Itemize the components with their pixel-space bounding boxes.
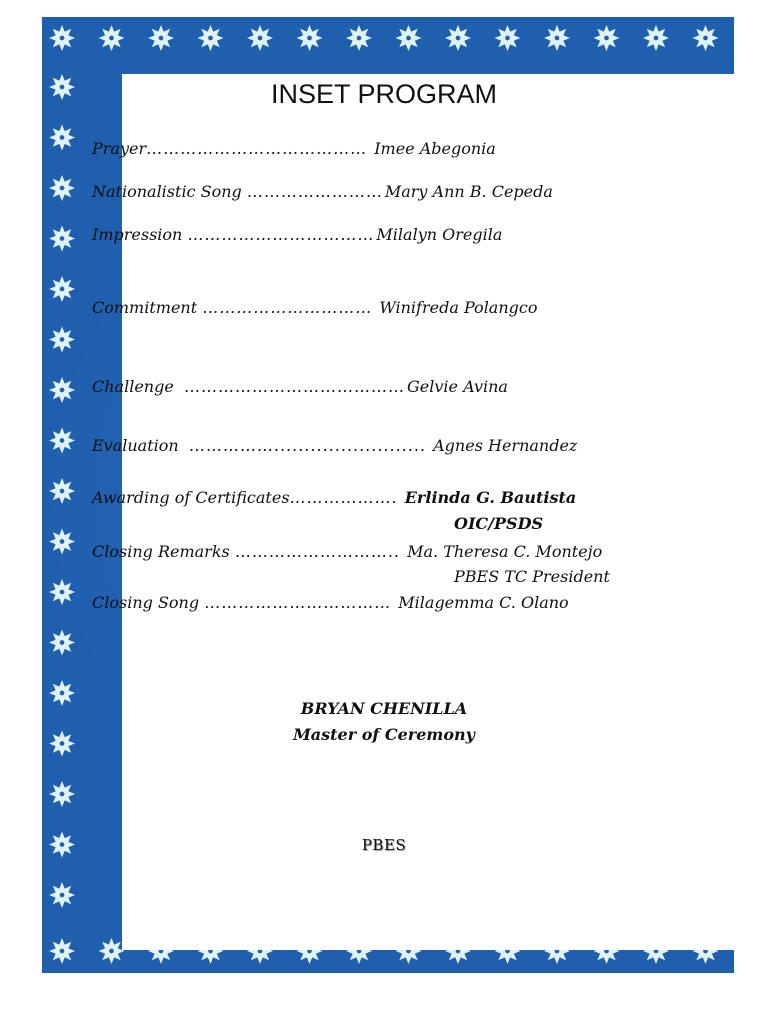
leader-dots: …………………………… — [187, 225, 375, 244]
program-role: Prayer — [92, 139, 147, 158]
snowflake-icon — [297, 25, 323, 51]
leader-dots: …………………………… — [204, 593, 392, 612]
program-role: Commitment — [92, 298, 198, 317]
program-person-title: PBES TC President — [454, 567, 610, 586]
leader-dots: ………………………………… — [146, 139, 368, 158]
snowflake-icon — [49, 327, 75, 353]
leader-dots: ………………………………… — [183, 377, 405, 396]
program-row-closing-remarks — [92, 542, 602, 561]
program-person: Imee Abegonia — [374, 139, 496, 158]
program-row-closing-song — [92, 593, 569, 612]
snowflake-icon — [643, 25, 669, 51]
program-role: Challenge — [92, 377, 174, 396]
leader-dots: ………………………… — [202, 298, 373, 317]
organization-name: PBES — [361, 836, 407, 854]
snowflake-icon — [346, 25, 372, 51]
snowflake-icon — [49, 478, 75, 504]
program-person: Milagemma C. Olano — [398, 593, 569, 612]
snowflake-icon — [49, 226, 75, 252]
snowflake-icon — [49, 175, 75, 201]
snowflake-icon — [49, 276, 75, 302]
program-role: Impression — [92, 225, 183, 244]
program-person: Ma. Theresa C. Montejo — [407, 542, 603, 561]
program-person: Winifreda Polangco — [379, 298, 538, 317]
snowflake-icon — [148, 25, 174, 51]
snowflake-icon — [49, 882, 75, 908]
program-row-commitment — [92, 298, 537, 317]
snowflake-icon — [49, 125, 75, 151]
snowflake-icon — [99, 938, 125, 964]
program-person: Gelvie Avina — [406, 377, 508, 396]
program-role: Awarding of Certificates — [92, 488, 290, 507]
program-role: Evaluation — [92, 436, 179, 455]
program-row-challenge — [92, 377, 508, 396]
mc-name: BRYAN CHENILLA — [300, 699, 468, 718]
program-person: Erlinda G. Bautista — [404, 488, 577, 507]
program-person-title: OIC/PSDS — [454, 514, 544, 533]
program-row-impression — [92, 225, 502, 244]
program-row-nationalistic-song — [92, 182, 553, 201]
snowflake-icon — [594, 25, 620, 51]
snowflake-icon — [49, 579, 75, 605]
leader-dots: ………………. — [289, 488, 398, 507]
leader-dots: ……………......................... — [188, 436, 427, 455]
page-title: INSET PROGRAM — [270, 79, 498, 109]
snowflake-icon — [49, 938, 75, 964]
program-row-awarding — [92, 488, 576, 507]
page-panel — [122, 74, 739, 950]
snowflake-icon — [49, 630, 75, 656]
mc-role: Master of Ceremony — [293, 725, 475, 744]
program-role: Nationalistic Song — [92, 182, 242, 201]
program-person: Agnes Hernandez — [433, 436, 578, 455]
snowflake-icon — [198, 25, 224, 51]
program-person: Milalyn Oregila — [376, 225, 503, 244]
snowflake-icon — [49, 781, 75, 807]
snowflake-icon — [445, 25, 471, 51]
snowflake-icon — [495, 25, 521, 51]
snowflake-icon — [49, 529, 75, 555]
snowflake-icon — [544, 25, 570, 51]
snowflake-icon — [247, 25, 273, 51]
program-row-evaluation — [92, 436, 577, 455]
snowflake-icon — [49, 428, 75, 454]
snowflake-icon — [396, 25, 422, 51]
snowflake-icon — [49, 25, 75, 51]
snowflake-icon — [693, 25, 719, 51]
leader-dots: …………………… — [246, 182, 383, 201]
program-role: Closing Remarks — [92, 542, 230, 561]
snowflake-icon — [49, 377, 75, 403]
leader-dots: ……………………….. — [234, 542, 400, 561]
program-role: Closing Song — [92, 593, 200, 612]
snowflake-icon — [99, 25, 125, 51]
program-person: Mary Ann B. Cepeda — [384, 182, 553, 201]
program-row-prayer — [92, 139, 496, 158]
